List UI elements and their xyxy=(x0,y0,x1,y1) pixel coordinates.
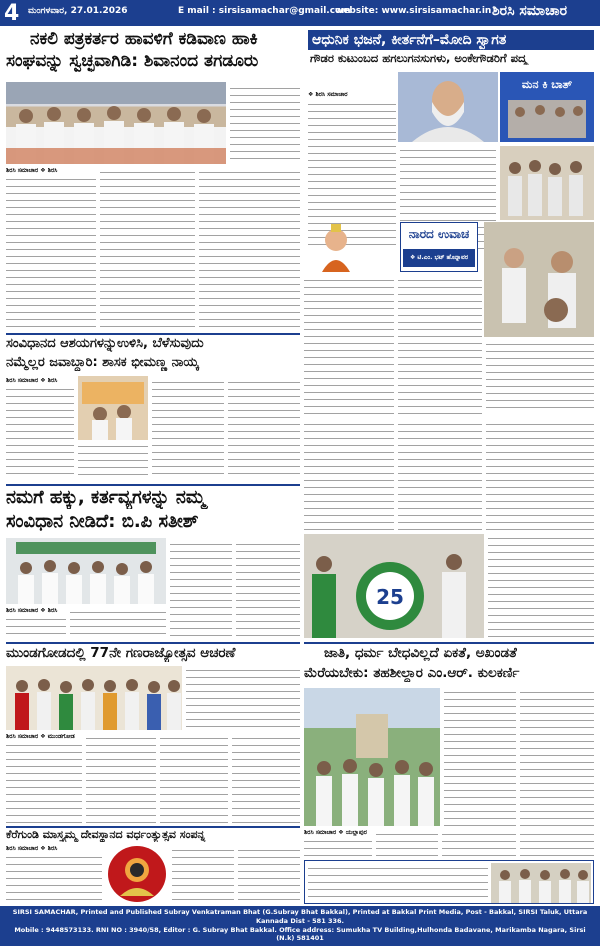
article2-body-col2 xyxy=(398,276,482,416)
article1-headline-line1: ನಕಲಿ ಪತ್ರಕರ್ತರ ಹಾವಳಿಗೆ ಕಡಿವಾಣ ಹಾಕಿ xyxy=(30,30,258,49)
article7-byline: ಶಿರಸಿ ಸಮಾಚಾರ ❖ ಶಿರಸಿ xyxy=(6,846,58,852)
article6-headline-line2: ಮೆರೆಯಬೇಕು: ತಹಶೀಲ್ದಾರ ಎಂ.ಆರ್. ಕುಲಕರ್ಣಿ xyxy=(304,666,520,681)
footer-line1: SIRSI SAMACHAR, Printed and Published Subray Venkatraman Bhat (G.Subray Bhat Bakkal), Printed at Bakkal Print Media, Post - Bakkal, SIRSI Taluk, Uttara Kannada Dist - 581 336. xyxy=(12,908,588,925)
article4-headline-line1: ನಮಗೆ ಹಕ್ಕು, ಕರ್ತವ್ಯಗಳನ್ನು ನಮ್ಮ xyxy=(6,488,206,508)
article1-body-col1 xyxy=(6,175,96,330)
paper-name: ಶಿರಸಿ ಸಮಾಚಾರ xyxy=(492,3,567,19)
notice-text xyxy=(308,864,488,902)
article6-body-col1 xyxy=(444,688,516,826)
article1-side-text xyxy=(230,84,300,164)
article5-body-col2 xyxy=(86,734,156,823)
article4-body-col3 xyxy=(6,615,66,638)
notice-photo xyxy=(491,863,591,903)
article5-body-col3 xyxy=(160,734,228,823)
article4-top-rule xyxy=(6,484,300,486)
narada-uvacha-box xyxy=(400,222,478,272)
svg-text:25: 25 xyxy=(376,585,404,609)
right-col-text-b xyxy=(398,420,482,530)
article2-body-col1 xyxy=(304,276,394,416)
article5-side-text xyxy=(186,666,300,730)
article4-photo xyxy=(6,538,166,604)
article2-body-col4 xyxy=(486,340,594,414)
article2-award-photo xyxy=(484,222,594,337)
article4-byline: ಶಿರಸಿ ಸಮಾಚಾರ ❖ ಶಿರಸಿ xyxy=(6,608,58,614)
article1-headline-line2: ಸಂಘವನ್ನು ಸ್ವಚ್ಛವಾಗಿಡಿ: ಶಿವಾನಂದ ತಗಡೂರು xyxy=(6,52,259,71)
footer-imprint xyxy=(0,906,600,946)
article5-byline: ಶಿರಸಿ ಸಮಾಚಾರ ❖ ಮುಂಡಗೋಡ xyxy=(6,734,75,740)
mann-ki-baat-card xyxy=(500,72,594,142)
article3-body-col4 xyxy=(228,378,300,480)
article5-top-rule xyxy=(6,642,300,644)
article7-body-col3 xyxy=(238,846,300,903)
right-col-text-a xyxy=(304,420,394,530)
article3-top-rule xyxy=(6,333,300,335)
article4-body-col2 xyxy=(236,540,300,638)
article7-body-col2 xyxy=(172,846,234,903)
narada-column-title: ನಾರದ ಉವಾಚ xyxy=(408,227,470,241)
article2-subhead: ಗೌಡರ ಕುಟುಂಬದ ಹಗಲುಗನಸುಗಳು, ಅಂಕೇಗೌಡರಿಗೆ ಪದ್ಮ xyxy=(310,52,527,65)
email-address[interactable]: E mail : sirsisamachar@gmail.com xyxy=(178,6,351,16)
award-ceremony-photo xyxy=(304,534,484,638)
narada-illustration xyxy=(304,222,368,272)
article2-byline: ❖ ಶಿರಸಿ ಸಮಾಚಾರ xyxy=(308,92,348,98)
article3-photo xyxy=(78,376,148,440)
article6-headline-line1: ಜಾತಿ, ಧರ್ಮ ಬೇಧವಿಲ್ಲದೆ ಏಕತೆ, ಅಖಂಡತೆ xyxy=(324,646,517,661)
article6-body-col3 xyxy=(304,837,372,857)
article5-body-col4 xyxy=(232,734,300,823)
article5-photo xyxy=(6,666,182,730)
article1-photo xyxy=(6,82,226,164)
article6-body-col2 xyxy=(520,688,594,826)
article2-crowd-photo xyxy=(500,146,594,220)
article4-body-col1 xyxy=(170,540,232,638)
article3-body-col1 xyxy=(6,385,74,480)
website-link[interactable]: website: www.sirsisamachar.in xyxy=(335,6,492,16)
modi-photo xyxy=(398,72,498,142)
article1-byline: ಶಿರಸಿ ಸಮಾಚಾರ ❖ ಶಿರಸಿ xyxy=(6,168,58,174)
mann-ki-baat-label: ಮನ ಕಿ ಬಾತ್ xyxy=(521,78,573,91)
issue-date: ಮಂಗಳವಾರ, 27.01.2026 xyxy=(28,6,128,16)
article1-body-col3 xyxy=(199,168,300,330)
right-col-text-c xyxy=(486,420,594,530)
article1-body-col2 xyxy=(100,168,195,330)
article6-byline: ಶಿರಸಿ ಸಮಾಚಾರ ❖ ಯಲ್ಲಾಪುರ xyxy=(304,830,367,836)
article4-body-col4 xyxy=(70,608,166,638)
article6-top-rule xyxy=(304,642,594,644)
article3-body-col3 xyxy=(152,378,224,480)
article5-body-col1 xyxy=(6,741,82,823)
article7-headline: ಕೆರೆಗುಂಡಿ ಮಾಸ್ತ್ಯಮ್ಮ ದೇವಸ್ಥಾನದ ವರ್ಧಂತ್ಯುತ್ಸವ ಸಂಪನ್ನ xyxy=(6,829,206,841)
article7-top-rule xyxy=(6,826,300,828)
article6-body-col4 xyxy=(376,830,438,857)
article3-headline-line1: ಸಂವಿಧಾನದ ಆಶಯಗಳನ್ನುಉಳಿಸಿ, ಬೆಳೆಸುವುದು xyxy=(6,337,204,351)
article6-body-col6 xyxy=(520,830,594,857)
article3-byline: ಶಿರಸಿ ಸಮಾಚಾರ ❖ ಶಿರಸಿ xyxy=(6,378,58,384)
article4-headline-line2: ಸಂವಿಧಾನ ನೀಡಿದೆ: ಬಿ.ಪಿ ಸತೀಶ್ xyxy=(6,512,199,532)
article5-headline: ಮುಂಡಗೋಡದಲ್ಲಿ 77ನೇ ಗಣರಾಜ್ಯೋತ್ಸವ ಆಚರಣೆ xyxy=(6,646,236,661)
narada-column-author: ❖ ಟಿ.ಎಂ. ಭಟ್ ಹೊನ್ನಾವರ xyxy=(403,249,475,267)
article3-body-col2 xyxy=(78,442,148,480)
right-col-text-e xyxy=(488,534,594,638)
article6-body-col5 xyxy=(442,830,516,857)
article7-body-col1 xyxy=(6,853,102,903)
article3-headline-line2: ನಮ್ಮೆಲ್ಲರ ಜವಾಬ್ದಾರಿ: ಶಾಸಕ ಭೀಮಣ್ಣ ನಾಯ್ಕ xyxy=(6,356,199,370)
deity-photo xyxy=(108,846,166,902)
bottom-right-notice-box xyxy=(304,860,594,904)
article2-headline: ಆಧುನಿಕ ಭಜನೆ, ಕೀರ್ತನೆಗೆ–ಮೋದಿ ಸ್ವಾಗತ xyxy=(308,30,594,50)
page-number: 4 xyxy=(4,1,20,26)
article6-photo xyxy=(304,688,440,826)
footer-line2: Mobile : 9448573133. RNI NO : 3940/58, Editor : G. Subray Bhat Bakkal. Office address: Sumukha TV Building,Hulhonda Badavane, Marikamba Nagara, Sirsi (N.k) 581401 xyxy=(14,925,586,943)
